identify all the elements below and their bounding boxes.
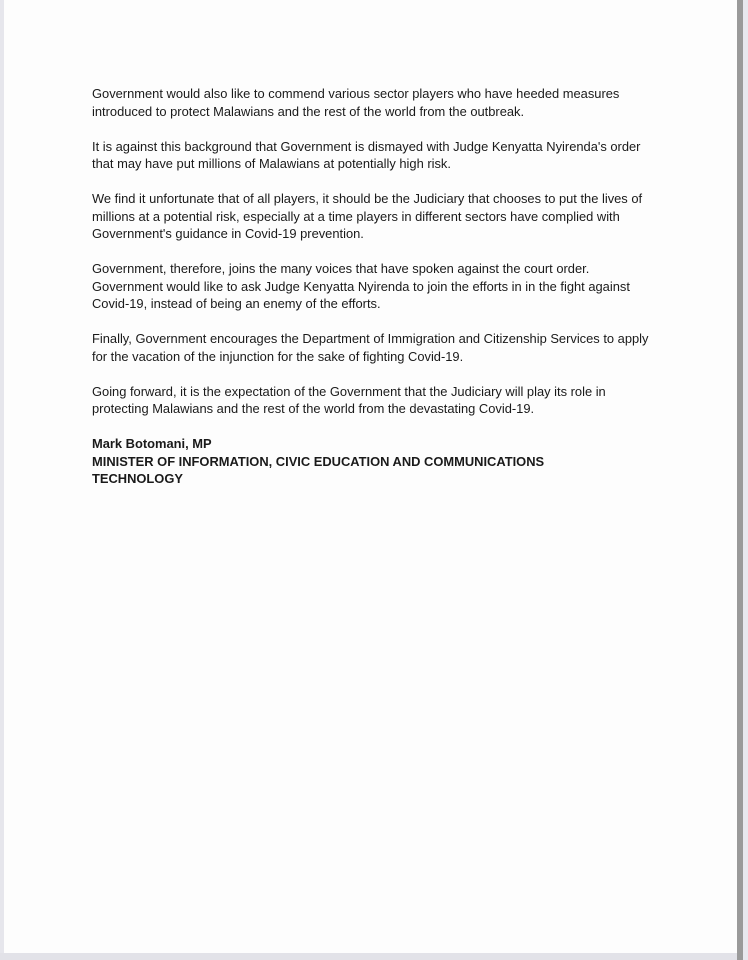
paragraph-unfortunate: We find it unfortunate that of all players, it should be the Judiciary that chooses to put the lives of millions at a potential risk, especially at a time players in different sectors have complied with Government's guidance in Covid-19 prevention. xyxy=(92,191,643,241)
paragraph-immigration: Finally, Government encourages the Department of Immigration and Citizenship Services to apply for the vacation of the injunction for the sake of fighting Covid-19. xyxy=(92,331,649,364)
paragraph-dismayed: It is against this background that Government is dismayed with Judge Kenyatta Nyirenda's order that may have put millions of Malawians at potentially high risk. xyxy=(92,138,641,171)
signatory-title-line1: MINISTER OF INFORMATION, CIVIC EDUCATION AND COMMUNICATIONS xyxy=(92,453,545,469)
signatory-title-line2: TECHNOLOGY xyxy=(92,471,183,486)
signature-block xyxy=(92,435,662,488)
page-bottom-edge xyxy=(0,953,737,960)
document-body xyxy=(92,85,662,488)
paragraph-going-forward: Going forward, it is the expectation of the Government that the Judiciary will play its role in protecting Malawians and the rest of the world from the devastating Covid-19. xyxy=(92,383,606,416)
signatory-name: Mark Botomani, MP xyxy=(92,436,212,451)
page-right-edge xyxy=(743,0,748,960)
paragraph-commend: Government would also like to commend various sector players who have heeded measures introduced to protect Malawians and the rest of the world from the outbreak. xyxy=(92,86,620,119)
paragraph-joins-voices: Government, therefore, joins the many voices that have spoken against the court order. Government would like to ask Judge Kenyatta Nyirenda to join the efforts in in the fight against Covid-19, instead of being an enemy of the efforts. xyxy=(92,261,630,311)
